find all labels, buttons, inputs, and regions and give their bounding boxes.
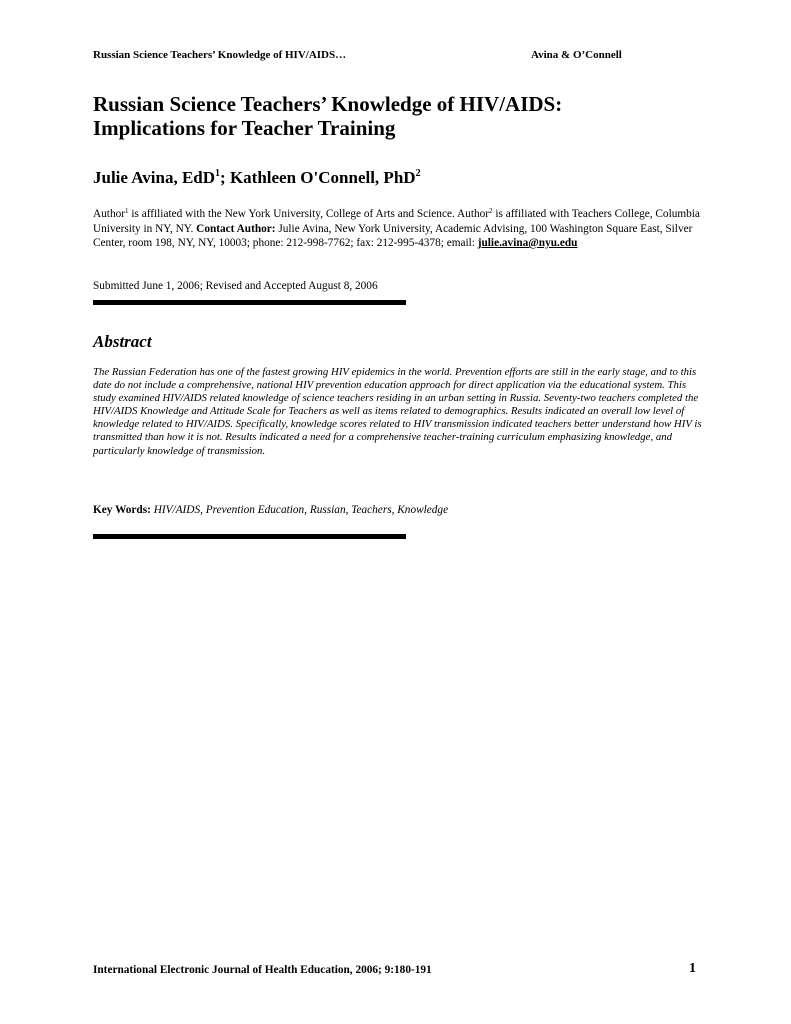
contact-author-text: Julie Avina, New York University, Academic Advising, 100 Washington Square East, Silver Center, room 198, NY, NY, 10003; phone: 212-998-7762; fax: 212-995-4378; email: <box>93 222 693 249</box>
keywords-list: HIV/AIDS, Prevention Education, Russian, Teachers, Knowledge <box>153 504 449 516</box>
author-list <box>93 168 421 188</box>
author-separator: ; <box>220 168 230 187</box>
affiliation-2-text: is affiliated with Teachers College, Columbia University in NY, NY. <box>93 208 700 235</box>
abstract-heading: Abstract <box>93 332 152 351</box>
paper-title-line-2: Implications for Teacher Training <box>93 116 396 140</box>
author-2-superscript: 2 <box>415 168 421 179</box>
author-1-name: Julie Avina, EdD <box>93 168 216 187</box>
paper-title <box>93 92 713 140</box>
affiliation-1-superscript: 1 <box>125 207 129 215</box>
submission-dates: Submitted June 1, 2006; Revised and Accepted August 8, 2006 <box>93 280 378 292</box>
contact-author-label: Contact Author: <box>196 222 276 235</box>
keywords <box>93 504 448 516</box>
author-1-superscript: 1 <box>215 168 221 179</box>
affiliation-2-label: Author <box>457 208 490 220</box>
affiliation-2-superscript: 2 <box>489 207 493 215</box>
keywords-separator: : <box>147 504 154 516</box>
contact-email-link[interactable]: julie.avina@nyu.edu <box>477 237 578 249</box>
running-head-title: Russian Science Teachers’ Knowledge of HIV/AIDS… <box>93 49 347 61</box>
page-number: 1 <box>689 961 696 976</box>
paper-title-line-1: Russian Science Teachers’ Knowledge of HIV/AIDS: <box>93 92 563 116</box>
affiliation-1-text: is affiliated with the New York University, College of Arts and Science. <box>128 208 458 220</box>
running-head-authors: Avina & O’Connell <box>531 49 622 61</box>
divider-top <box>93 300 406 305</box>
keywords-label: Key Words <box>93 504 148 516</box>
divider-bottom <box>93 534 406 539</box>
affiliation-block <box>93 207 703 251</box>
affiliation-1-label: Author <box>93 208 126 220</box>
author-2-name: Kathleen O'Connell, PhD <box>229 168 416 187</box>
abstract-body: The Russian Federation has one of the fastest growing HIV epidemics in the world. Prevention efforts are still in the early stage, and to this date do not include a comprehensive, national HIV prevention education approach for direct application via the educational system. This study examined HIV/AIDS related knowledge of science teachers residing in an urban setting in Russia. Seventy-two teachers completed the HIV/AIDS Knowledge and Attitude Scale for Teachers as well as items related to demographics. Results indicated an overall low level of knowledge related to HIV/AIDS. Specifically, knowledge scores related to HIV transmission indicated teachers better understand how HIV is transmitted than how it is not. Results indicated a need for a comprehensive teacher-training curriculum emphasizing knowledge, and particularly knowledge of transmission. <box>93 366 702 457</box>
footer-journal-citation: International Electronic Journal of Health Education, 2006; 9:180-191 <box>93 964 432 976</box>
